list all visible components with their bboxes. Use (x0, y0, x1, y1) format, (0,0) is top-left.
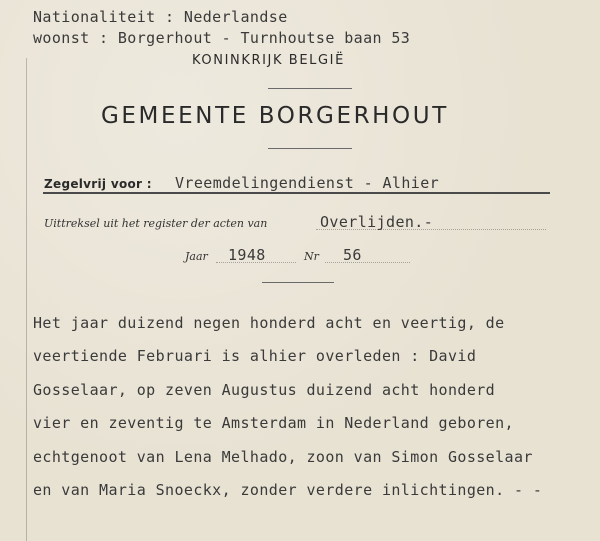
divider-bottom (262, 282, 334, 283)
body-line-6: en van Maria Snoeckx, zonder verdere inlichtingen. - - (33, 481, 543, 499)
number-label: Nr (304, 250, 319, 263)
year-dotted-line (216, 262, 296, 263)
number-dotted-line (325, 262, 410, 263)
divider-middle (268, 148, 352, 149)
body-line-4: vier en zeventig te Amsterdam in Nederland geboren, (33, 414, 514, 432)
stamp-free-value: Vreemdelingendienst - Alhier (175, 174, 440, 192)
body-line-2: veertiende Februari is alhier overleden : David (33, 347, 477, 365)
country-title: KONINKRIJK BELGIË (192, 53, 345, 68)
extract-label: Uittreksel uit het register der acten van (44, 217, 268, 230)
body-line-5: echtgenoot van Lena Melhado, zoon van Simon Gosselaar (33, 448, 533, 466)
extract-dotted-line (316, 229, 546, 230)
divider-top (268, 88, 352, 89)
year-label: Jaar (185, 250, 208, 263)
body-line-3: Gosselaar, op zeven Augustus duizend acht honderd (33, 381, 496, 399)
residence-line: woonst : Borgerhout - Turnhoutse baan 53 (33, 29, 411, 47)
nationality-line: Nationaliteit : Nederlandse (33, 8, 288, 26)
body-line-1: Het jaar duizend negen honderd acht en veertig, de (33, 314, 505, 332)
year-value: 1948 (228, 246, 266, 264)
margin-line (26, 58, 27, 541)
extract-value: Overlijden.- (320, 213, 434, 231)
stamp-free-underline (43, 192, 550, 194)
number-value: 56 (343, 246, 362, 264)
stamp-free-label: Zegelvrij voor : (44, 177, 152, 191)
municipality-title: GEMEENTE BORGERHOUT (101, 103, 449, 129)
